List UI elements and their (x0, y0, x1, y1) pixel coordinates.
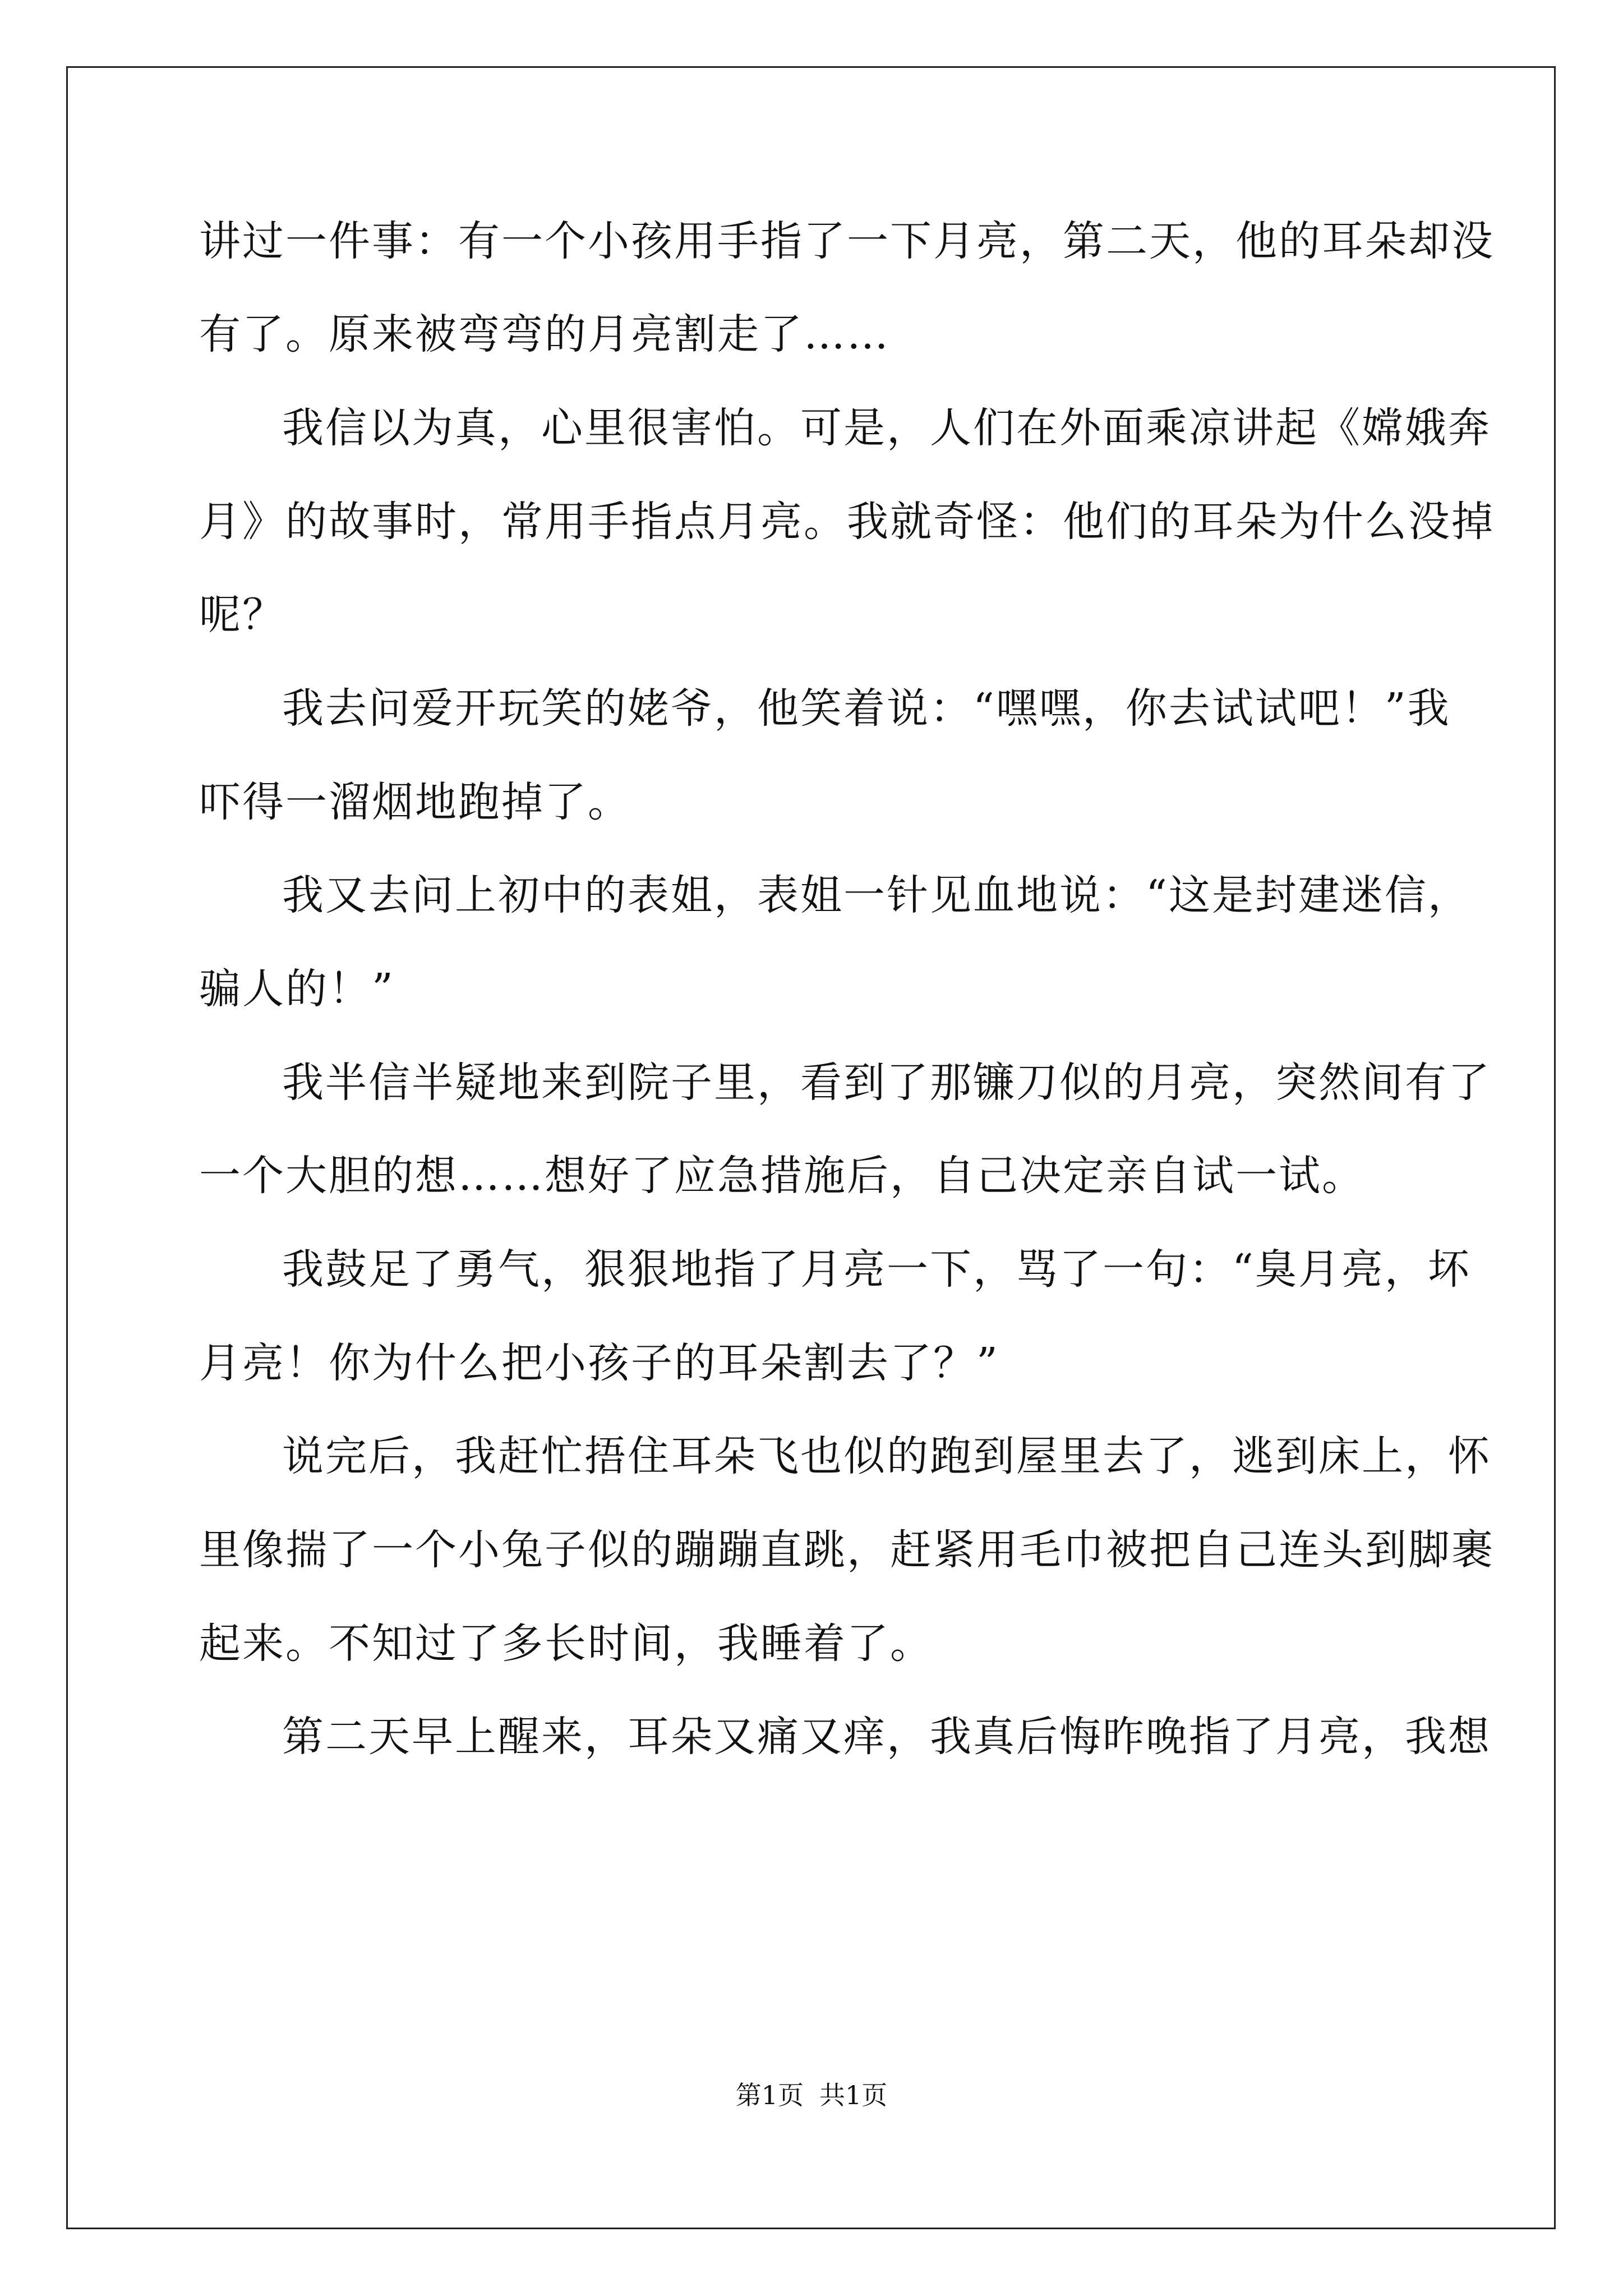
text-line: 一个大胆的想……想好了应急措施后，自己决定亲自试一试。 (199, 1152, 1365, 1200)
text-line: 起来。不知过了多长时间，我睡着了。 (199, 1619, 933, 1668)
text-line: 我又去问上初中的表姐，表姐一针见血地说：“这是封建迷信， (282, 871, 1471, 919)
text-line: 讲过一件事：有一个小孩用手指了一下月亮，第二天，他的耳朵却没 (199, 217, 1495, 265)
text-line: 骗人的！” (199, 965, 395, 1013)
text-line: 我信以为真，心里很害怕。可是，人们在外面乘凉讲起《嫦娥奔 (282, 404, 1491, 452)
text-line: 第二天早上醒来，耳朵又痛又痒，我真后悔昨晚指了月亮，我想 (282, 1713, 1491, 1761)
text-line: 月亮！你为什么把小孩子的耳朵割去了？” (199, 1339, 999, 1387)
text-line: 我鼓足了勇气，狠狠地指了月亮一下，骂了一句：“臭月亮，坏 (282, 1245, 1471, 1294)
text-line: 呢？ (199, 591, 285, 639)
text-line: 有了。原来被弯弯的月亮割走了…… (199, 310, 890, 358)
text-line: 里像揣了一个小兔子似的蹦蹦直跳，赶紧用毛巾被把自己连头到脚裹 (199, 1526, 1495, 1574)
text-line: 我去问爱开玩笑的姥爷，他笑着说：“嘿嘿，你去试试吧！”我 (282, 684, 1451, 733)
page-number-current: 第1页 (735, 2080, 804, 2110)
text-line: 吓得一溜烟地跑掉了。 (199, 778, 631, 826)
text-line: 说完后，我赶忙捂住耳朵飞也似的跑到屋里去了，逃到床上，怀 (282, 1432, 1491, 1480)
text-line: 我半信半疑地来到院子里，看到了那镰刀似的月亮，突然间有了 (282, 1059, 1491, 1107)
text-line: 月》的故事时，常用手指点月亮。我就奇怪：他们的耳朵为什么没掉 (199, 498, 1495, 546)
page-number-total: 共1页 (819, 2080, 888, 2110)
page-footer (0, 2078, 1623, 2112)
